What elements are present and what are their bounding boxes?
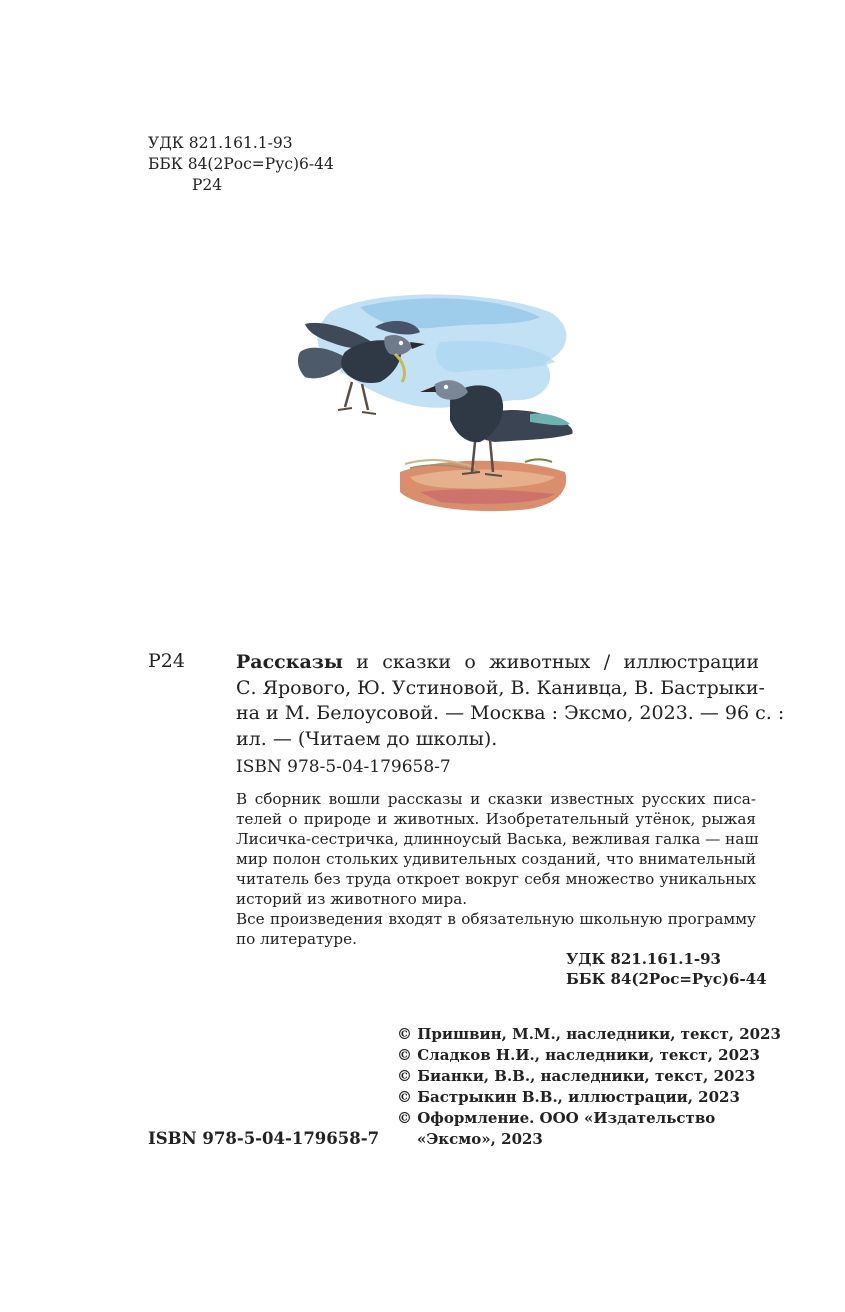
annotation-line: читатель без труда откроет вокруг себя множество уникальных bbox=[236, 870, 756, 888]
annotation-line: Лисичка-сестричка, длинноусый Васька, вежливая галка — наш bbox=[236, 830, 759, 848]
annotation-line: по литературе. bbox=[236, 930, 357, 948]
bib-line-4: ил. — (Читаем до школы). bbox=[236, 727, 498, 750]
classification-codes-right bbox=[566, 949, 767, 989]
annotation bbox=[236, 789, 759, 949]
copyright-line: © Сладков Н.И., наследники, текст, 2023 bbox=[397, 1046, 760, 1064]
annotation-line: В сборник вошли рассказы и сказки известных русских писа- bbox=[236, 790, 756, 808]
bibliographic-record bbox=[236, 650, 785, 752]
annotation-line: телей о природе и животных. Изобретательный утёнок, рыжая bbox=[236, 810, 756, 828]
isbn-line: ISBN 978-5-04-179658-7 bbox=[236, 757, 451, 777]
bib-line-3: на и М. Белоусовой. — Москва : Эксмо, 2023. — 96 с. : bbox=[236, 702, 785, 724]
bbk-code: ББК 84(2Рос=Рус)6-44 bbox=[148, 155, 334, 173]
copyright-line: © Оформление. ООО «Издательство bbox=[397, 1109, 716, 1127]
isbn-bottom: ISBN 978-5-04-179658-7 bbox=[148, 1129, 380, 1148]
annotation-line: историй из животного мира. bbox=[236, 890, 468, 908]
annotation-line: мир полон стольких удивительных созданий, что внимательный bbox=[236, 850, 756, 868]
bib-line-2: С. Ярового, Ю. Устиновой, В. Канивца, В. Бастрыки- bbox=[236, 676, 765, 699]
annotation-line: Все произведения входят в обязательную школьную программу bbox=[236, 910, 756, 928]
udk-code: УДК 821.161.1-93 bbox=[566, 950, 721, 968]
copyright-line: © Бастрыкин В.В., иллюстрации, 2023 bbox=[397, 1088, 740, 1106]
copyright-line: © Бианки, В.В., наследники, текст, 2023 bbox=[397, 1067, 756, 1085]
bib-line-1-text: и сказки о животных / иллюстрации bbox=[356, 651, 759, 673]
top-classification-codes bbox=[148, 133, 334, 196]
copyright-line: «Эксмо», 2023 bbox=[417, 1130, 543, 1148]
udk-code: УДК 821.161.1-93 bbox=[148, 134, 293, 152]
bib-line-1 bbox=[236, 650, 759, 676]
bbk-code: ББК 84(2Рос=Рус)6-44 bbox=[566, 970, 767, 988]
book-title: Рассказы bbox=[236, 651, 343, 673]
two-jackdaws-illustration bbox=[290, 282, 590, 522]
copyright-line: © Пришвин, М.М., наследники, текст, 2023 bbox=[397, 1025, 781, 1043]
copyright-block bbox=[397, 1024, 781, 1150]
catalog-code: Р24 bbox=[148, 650, 185, 672]
author-mark: Р24 bbox=[192, 176, 223, 194]
